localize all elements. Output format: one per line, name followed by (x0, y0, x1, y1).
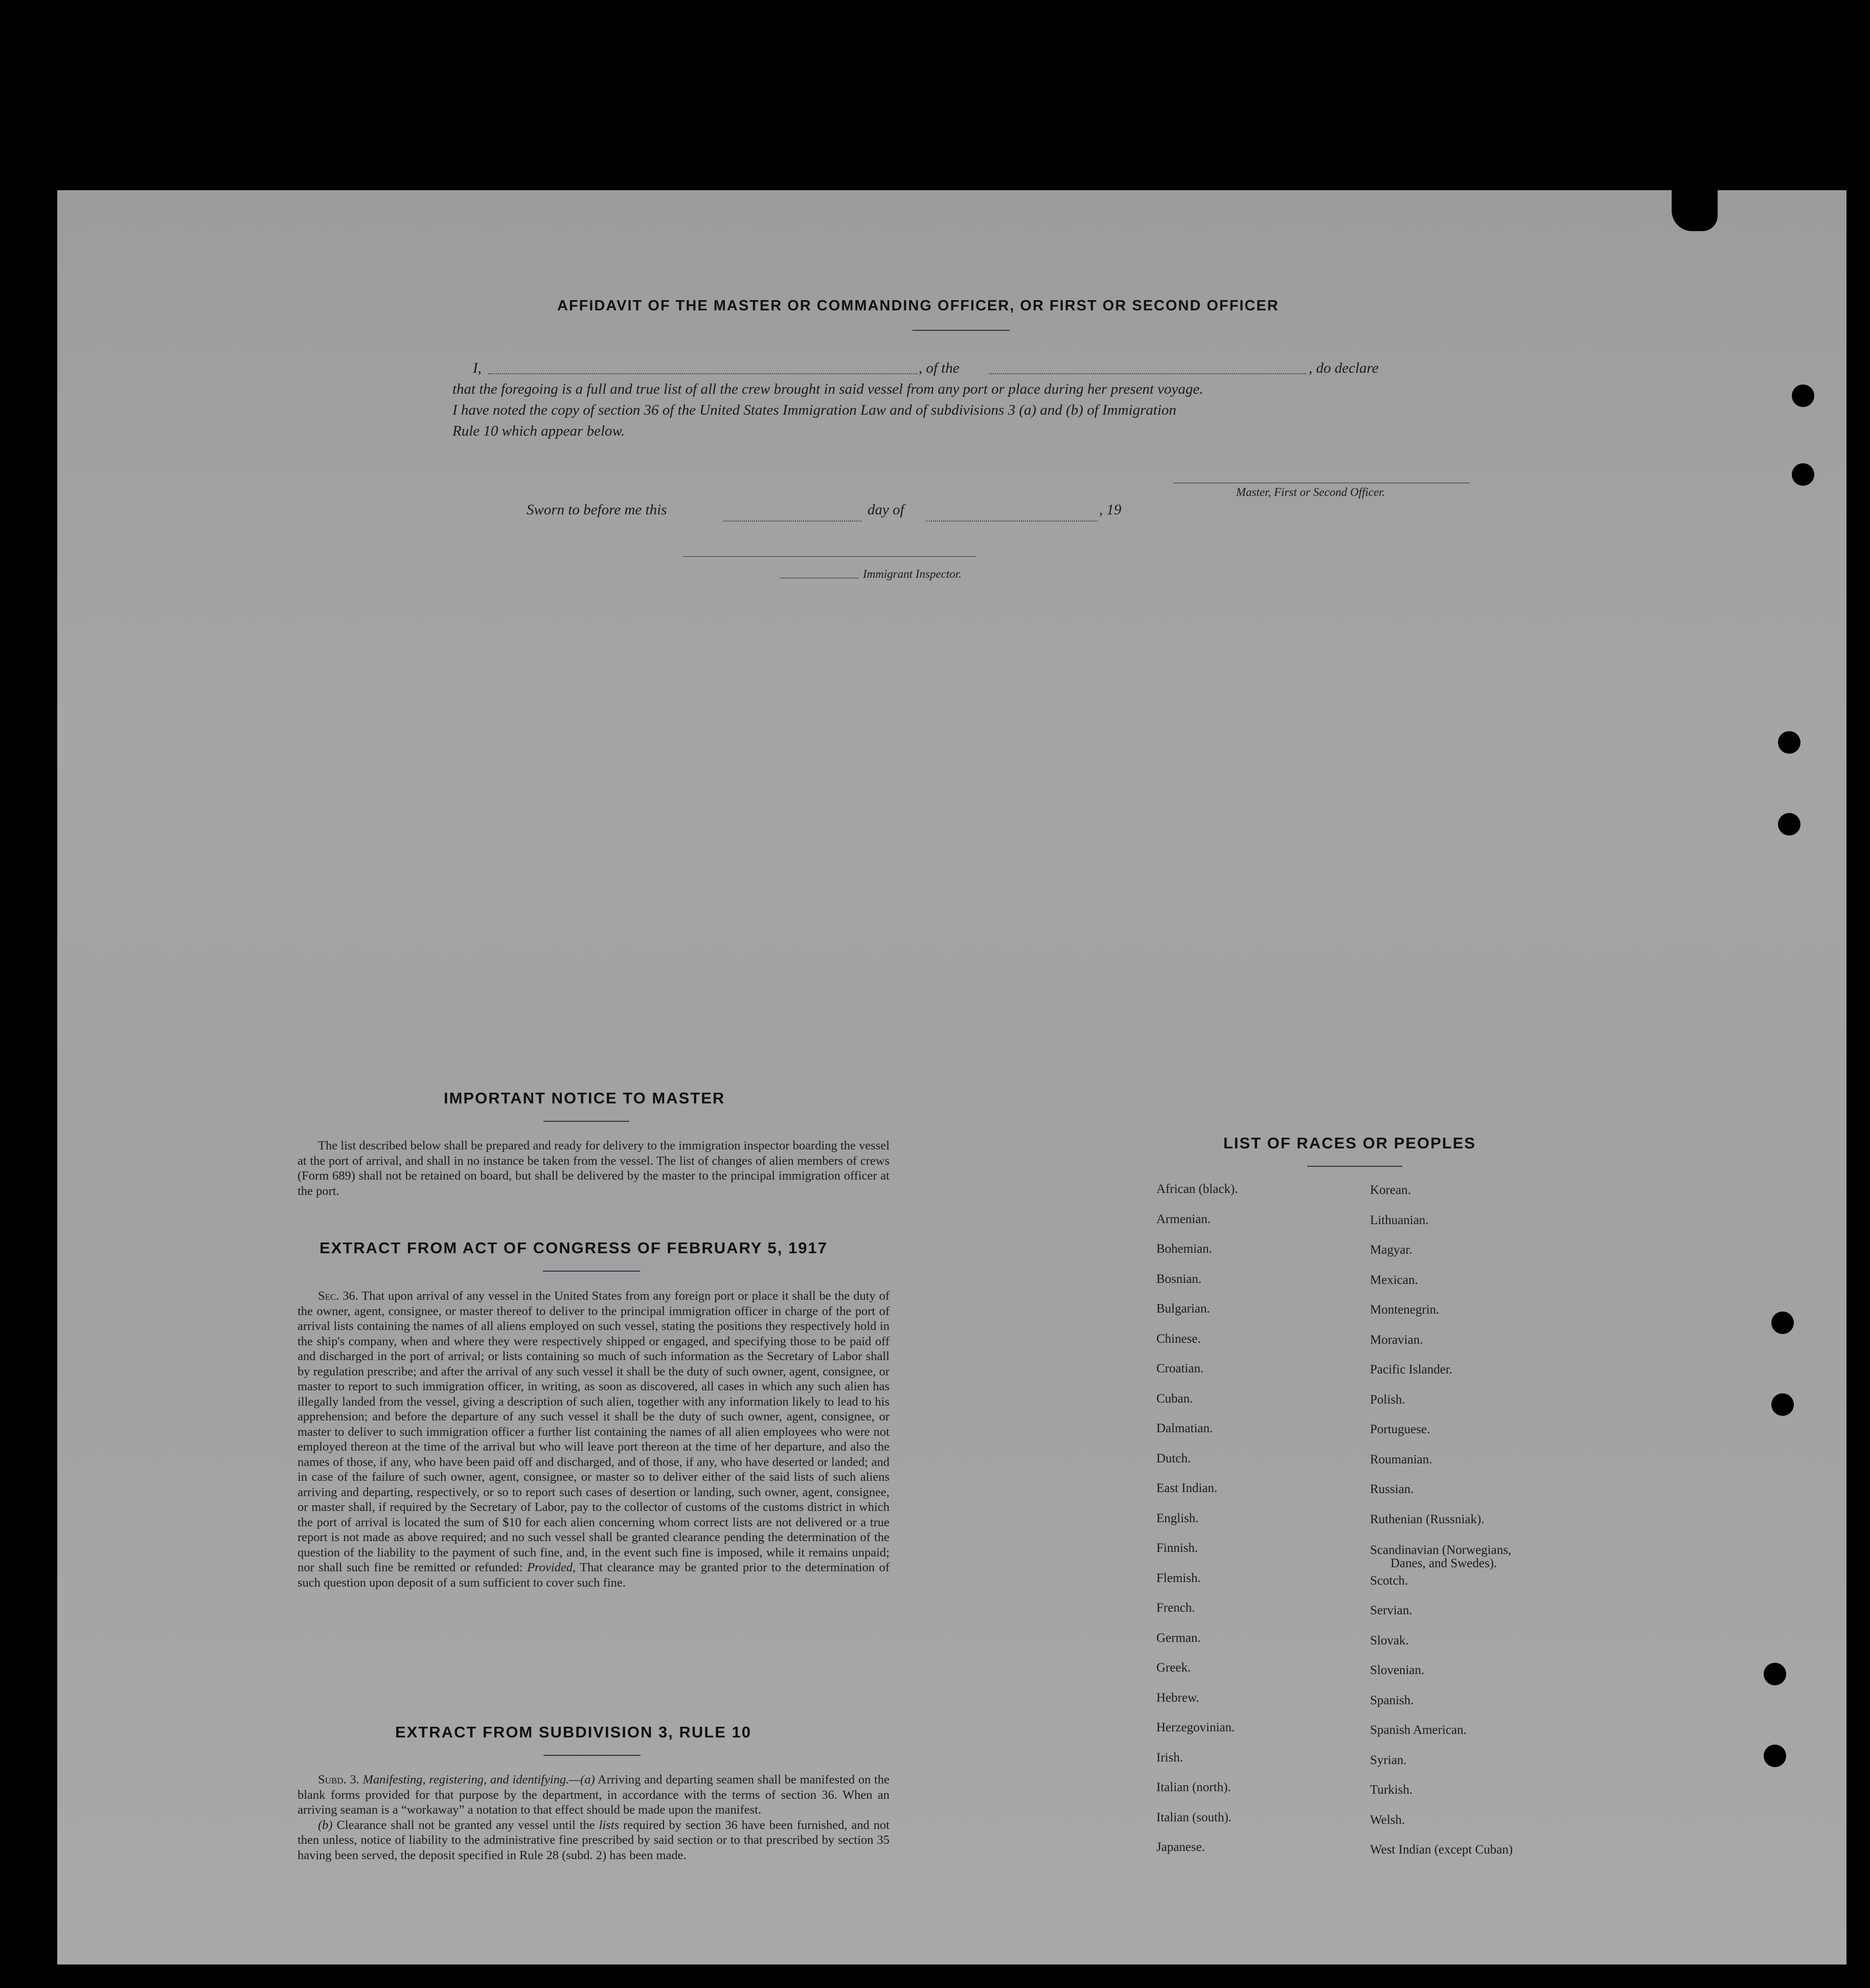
officer-name-field[interactable] (488, 373, 918, 374)
race-item: West Indian (except Cuban) (1370, 1843, 1513, 1857)
race-item: Scotch. (1370, 1573, 1408, 1588)
races-column-1 (1156, 1182, 1238, 1870)
race-item: Montenegrin. (1370, 1303, 1440, 1317)
race-item (1370, 1542, 1513, 1574)
provided-label: Provided, (527, 1561, 576, 1574)
race-item: Japanese. (1156, 1840, 1205, 1854)
extract-rule-heading: EXTRACT FROM SUBDIVISION 3, RULE 10 (395, 1723, 751, 1741)
race-item: Cuban. (1156, 1391, 1193, 1406)
punch-hole (1764, 1663, 1786, 1685)
race-item: Korean. (1370, 1183, 1411, 1197)
race-item: African (black). (1156, 1182, 1238, 1196)
race-item: Hebrew. (1156, 1690, 1199, 1705)
race-item: Lithuanian. (1370, 1213, 1429, 1227)
punch-hole (1792, 385, 1814, 407)
race-item: East Indian. (1156, 1481, 1218, 1495)
race-item: French. (1156, 1601, 1195, 1615)
race-item: Portuguese. (1370, 1422, 1430, 1436)
affidavit-line-3: Rule 10 which appear below. (452, 423, 625, 439)
notice-heading: IMPORTANT NOTICE TO MASTER (444, 1089, 725, 1107)
para-a-label: —(a) (569, 1773, 595, 1787)
race-item: Mexican. (1370, 1273, 1418, 1287)
races-column-2 (1370, 1183, 1513, 1873)
sworn-month-field[interactable] (926, 521, 1098, 522)
affidavit-heading-rule (913, 330, 1010, 331)
punch-hole (1792, 463, 1814, 486)
affidavit-line-2: I have noted the copy of section 36 of the United States Immigration Law and of subdivisions 3 (a) and (b) of Immigration (452, 402, 1177, 418)
inspector-label: Immigrant Inspector. (863, 568, 962, 580)
race-item: Moravian. (1370, 1332, 1423, 1347)
punch-hole (1771, 1393, 1794, 1416)
inspector-signature-line[interactable] (682, 556, 976, 557)
para-b-text-1: Clearance shall not be granted any vessel until the (336, 1818, 595, 1832)
race-item: Chinese. (1156, 1331, 1201, 1346)
race-item-scandinavian: Scandinavian (Norwegians, (1370, 1543, 1512, 1557)
punch-hole (1778, 813, 1800, 835)
punch-hole (1778, 731, 1800, 754)
extract-act-heading-rule (543, 1271, 640, 1272)
i-label: I, (473, 360, 482, 376)
race-item-scandinavian-cont: Danes, and Swedes). (1390, 1556, 1497, 1570)
race-item: Herzegovinian. (1156, 1721, 1235, 1734)
race-item: German. (1156, 1631, 1201, 1645)
section-36-paragraph (298, 1289, 890, 1590)
affidavit-declaration-line (452, 358, 1475, 379)
race-item: Italian (north). (1156, 1780, 1231, 1794)
affidavit-line-1: that the foregoing is a full and true list of all the crew brought in said vessel from any port or place during her present voyage. (452, 381, 1203, 397)
subd-label: Subd. 3. (318, 1773, 359, 1787)
race-item: Turkish. (1370, 1783, 1413, 1797)
race-item: Bulgarian. (1156, 1302, 1210, 1316)
sec-36-label: Sec. 36. (318, 1289, 358, 1303)
of-the-label: , of the (919, 360, 960, 376)
race-item: Syrian. (1370, 1753, 1407, 1767)
rule-10-paragraphs (298, 1772, 890, 1863)
sworn-day-field[interactable] (723, 521, 861, 522)
sworn-label: Sworn to before me this (527, 502, 667, 518)
torn-corner (1672, 190, 1718, 231)
para-b-text-2: required by section 36 have been furnished, and not then unless, notice of liability to the administrative fine prescribed by said section or to that prescribed by section 35 having been served, the deposit specified in Rule 28 (subd. 2) has been made. (298, 1818, 890, 1862)
notice-heading-rule (543, 1121, 629, 1122)
race-item: Dalmatian. (1156, 1421, 1213, 1435)
race-item: Croatian. (1156, 1362, 1204, 1375)
race-item: Flemish. (1156, 1571, 1201, 1585)
subd-title: Manifesting, registering, and identifying. (362, 1773, 569, 1787)
race-item: Servian. (1370, 1603, 1412, 1617)
extract-rule-heading-rule (543, 1755, 641, 1756)
race-item: Spanish American. (1370, 1723, 1467, 1737)
race-item: Bohemian. (1156, 1242, 1213, 1256)
race-item: Finnish. (1156, 1541, 1198, 1555)
race-item: Irish. (1156, 1750, 1183, 1765)
race-item: Slovak. (1370, 1633, 1409, 1647)
race-item: Slovenian. (1370, 1663, 1425, 1677)
race-item: Welsh. (1370, 1813, 1405, 1827)
race-item: Roumanian. (1370, 1452, 1432, 1466)
race-item: Greek. (1156, 1661, 1191, 1675)
para-b-label: (b) (318, 1818, 333, 1832)
notice-paragraph (298, 1138, 890, 1199)
day-of-label: day of (868, 502, 904, 518)
form-sheet (57, 190, 1846, 1964)
race-item: Pacific Islander. (1370, 1363, 1453, 1376)
punch-hole (1771, 1312, 1794, 1334)
sec-36-text: That upon arrival of any vessel in the United States from any foreign port or place it shall be the duty of the owner, agent, consignee, or master thereof to deliver to the principal immigration officer in charge of the port of arrival lists containing the names of all aliens employed on such vessel, stating the positions they respectively hold in the ship's company, when and where they were respectively shipped or engaged, and specifying those to be paid off and discharged in the port of arrival; or lists containing so much of such information as the Secretary of Labor shall by regulation prescribe; and after the arrival of any such vessel it shall be the duty of such owner, agent, consignee, or master to report to such immigration officer, in writing, as soon as discovered, all cases in which any such alien has illegally landed from the vessel, giving a description of such alien, together with any information likely to lead to his apprehension; and before the departure of any such vessel it shall be the duty of such owner, agent, consignee, or master to deliver to such immigration officer a further list containing the names of all alien employees who were not employed thereon at the time of the arrival but who will leave port thereon at the time of her departure, and also the names of those, if any, who have been paid off and discharged, and of those, if any, who have deserted or landed; and in case of the failure of such owner, agent, consignee, or master so to deliver either of the said lists of such aliens arriving and departing, respectively, or so to report such cases of desertion or landing, such owner, agent, consignee, or master shall, if required by the Secretary of Labor, pay to the collector of customs of the customs district in which the port of arrival is located the sum of $10 for each alien concerning whom correct lists are not delivered or a true report is not made as above required; and no such vessel shall be granted clearance pending the determination of the question of the liability to the payment of such fine, and, in the event such fine is imposed, while it remains unpaid; nor shall such fine be remitted or refunded: (298, 1289, 890, 1574)
races-heading-rule (1307, 1166, 1402, 1167)
affidavit-body (452, 358, 1475, 442)
para-a-text: Arriving and departing seamen shall be manifested on the blank forms provided for that purpose by the department, in accordance with the terms of section 36. When an arriving seaman is a “workaway” a notation to that effect should be made upon the manifest. (298, 1773, 890, 1817)
race-item: Armenian. (1156, 1212, 1211, 1226)
race-item: English. (1156, 1511, 1199, 1525)
race-item: Polish. (1370, 1392, 1405, 1407)
master-signature-label: Master, First or Second Officer. (1236, 486, 1385, 499)
extract-act-heading: EXTRACT FROM ACT OF CONGRESS OF FEBRUARY 5, 1917 (320, 1239, 828, 1257)
race-item: Magyar. (1370, 1243, 1412, 1257)
affidavit-heading: AFFIDAVIT OF THE MASTER OR COMMANDING OFFICER, OR FIRST OR SECOND OFFICER (557, 298, 1279, 314)
race-item: Dutch. (1156, 1451, 1191, 1465)
year-label: , 19 (1099, 502, 1122, 518)
race-item: Russian. (1370, 1482, 1414, 1496)
punch-hole (1764, 1745, 1786, 1767)
do-declare-label: , do declare (1309, 360, 1379, 376)
race-item: Italian (south). (1156, 1810, 1232, 1824)
races-heading: LIST OF RACES OR PEOPLES (1223, 1134, 1476, 1152)
race-item: Bosnian. (1156, 1272, 1202, 1286)
race-item: Spanish. (1370, 1693, 1414, 1707)
sec-36-text-end: That clearance may be granted prior to the determination of such question upon deposit of a sum sufficient to cover such fine. (298, 1561, 890, 1590)
notice-text: The list described below shall be prepared and ready for delivery to the immigration inspector boarding the vessel at the port of arrival, and shall in no instance be taken from the vessel. The list of changes of alien members of crews (Form 689) shall not be retained on board, but shall be delivered by the master to the principal immigration officer at the port. (298, 1139, 890, 1198)
race-item: Ruthenian (Russniak). (1370, 1512, 1485, 1526)
vessel-name-field[interactable] (989, 373, 1306, 374)
para-b-lists: lists (599, 1818, 620, 1832)
